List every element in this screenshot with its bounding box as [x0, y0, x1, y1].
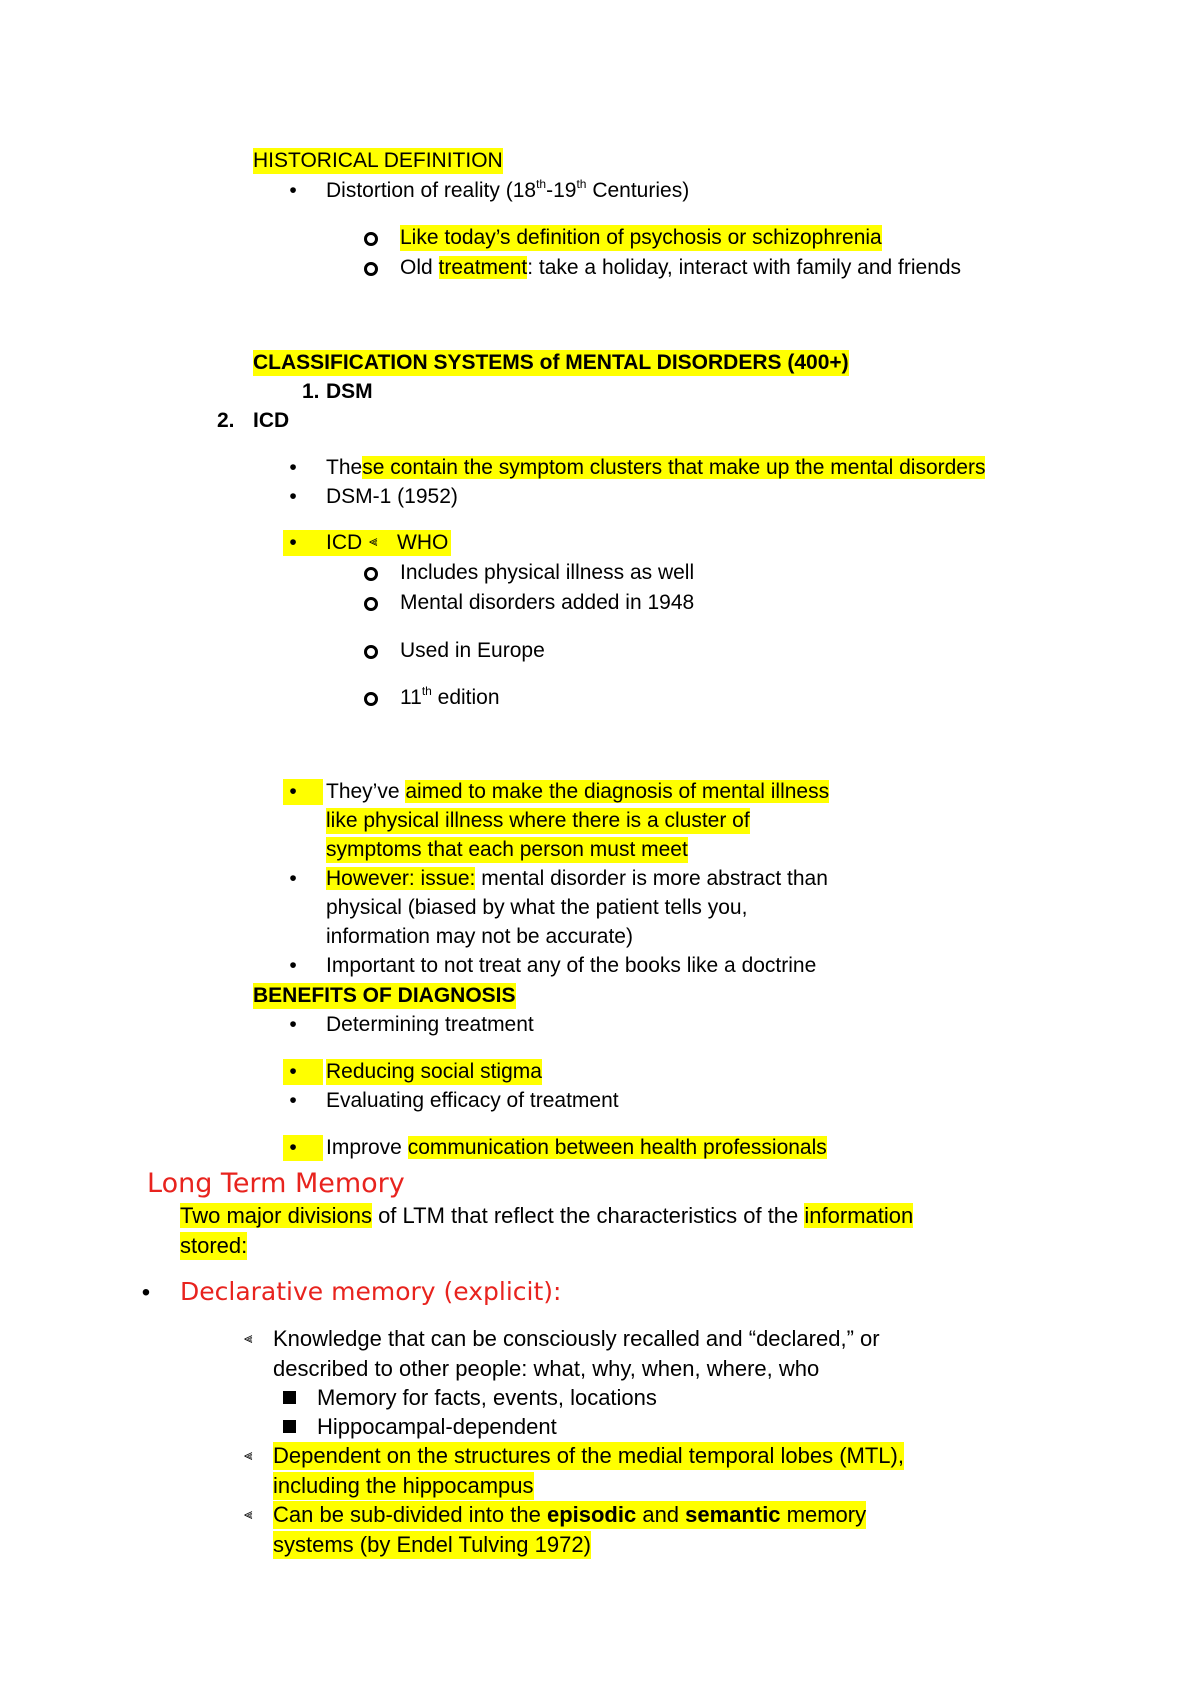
classification-s3: Used in Europe — [400, 639, 545, 662]
text: Distortion of reality (18 — [326, 179, 537, 202]
historical-sub1: Like today’s definition of psychosis or schizophrenia — [400, 226, 882, 249]
text: Centuries) — [586, 179, 690, 202]
arrow-icon: ⫷ — [244, 1330, 253, 1347]
classification-item-dsm: DSM — [326, 380, 373, 403]
ltm-intro — [180, 1202, 913, 1230]
classification-b5 — [326, 866, 828, 892]
declarative-heading: Declarative memory (explicit): — [180, 1277, 562, 1306]
ltm-k3-line2: systems (by Endel Tulving 1972) — [273, 1532, 591, 1557]
superscript: th — [536, 177, 547, 191]
historical-heading: HISTORICAL DEFINITION — [253, 149, 503, 172]
bullet-icon: • — [289, 1060, 297, 1083]
bullet-icon: • — [289, 485, 297, 508]
bullet-icon: • — [289, 1136, 297, 1159]
classification-b4-line3: symptoms that each person must meet — [326, 838, 688, 861]
text: mental disorder is more abstract than — [475, 867, 828, 890]
ltm-title: Long Term Memory — [147, 1168, 405, 1199]
arrow-icon: ⫷ — [244, 1506, 253, 1523]
list-number: 1. — [302, 380, 320, 403]
classification-b5-line2: physical (biased by what the patient tells you, — [326, 896, 748, 919]
ltm-k1-line1: Knowledge that can be consciously recalled and “declared,” or — [273, 1326, 880, 1351]
circle-bullet-icon — [364, 232, 378, 246]
highlighted-text: treatment — [438, 256, 528, 279]
benefits-b4 — [326, 1135, 827, 1161]
classification-s4 — [400, 685, 500, 711]
ltm-k2-line2: including the hippocampus — [273, 1473, 534, 1498]
historical-sub2 — [400, 255, 961, 281]
list-number: 2. — [217, 409, 235, 432]
highlighted-text: However: issue: — [326, 867, 476, 890]
highlighted-text: communication between health professionals — [407, 1136, 827, 1159]
arrow-icon: ⫷ — [244, 1447, 253, 1464]
circle-bullet-icon — [364, 262, 378, 276]
text: of LTM that reflect the characteristics of the — [371, 1203, 805, 1228]
bullet-icon: • — [289, 531, 297, 554]
circle-bullet-icon — [364, 692, 378, 706]
bullet-icon: • — [289, 780, 297, 803]
bold-text: episodic — [546, 1502, 637, 1527]
text: The — [326, 456, 363, 479]
superscript: th — [576, 177, 587, 191]
highlighted-text: Two major divisions — [180, 1203, 372, 1228]
arrow-icon: ⫷ — [369, 533, 378, 550]
text: memory — [780, 1502, 867, 1527]
classification-b3-who: WHO — [397, 531, 449, 554]
text: edition — [431, 686, 500, 709]
bullet-icon: • — [289, 867, 297, 890]
highlighted-text: information — [804, 1203, 914, 1228]
classification-b4-line2: like physical illness where there is a cluster of — [326, 809, 750, 832]
classification-b6: Important to not treat any of the books like a doctrine — [326, 954, 817, 977]
classification-b5-line3: information may not be accurate) — [326, 925, 633, 948]
classification-b2: DSM-1 (1952) — [326, 485, 458, 508]
text: They’ve — [326, 780, 406, 803]
benefits-heading: BENEFITS OF DIAGNOSIS — [253, 984, 516, 1007]
benefits-b3: Evaluating efficacy of treatment — [326, 1089, 619, 1112]
benefits-b2: Reducing social stigma — [326, 1060, 542, 1083]
text: : take a holiday, interact with family and friends — [527, 256, 962, 279]
bullet-icon: • — [289, 1013, 297, 1036]
superscript: th — [421, 684, 432, 698]
classification-b1 — [326, 455, 985, 481]
text: 11 — [400, 686, 422, 709]
ltm-k2-line1: Dependent on the structures of the medial temporal lobes (MTL), — [273, 1443, 904, 1468]
highlighted-text: se contain the symptom clusters that make up the mental disorders — [362, 456, 986, 479]
bullet-icon: • — [289, 179, 297, 202]
classification-b3-icd: ICD — [326, 531, 363, 554]
benefits-b1: Determining treatment — [326, 1013, 534, 1036]
ltm-sq1: Memory for facts, events, locations — [317, 1385, 657, 1410]
text: Improve — [326, 1136, 408, 1159]
bullet-icon: • — [289, 456, 297, 479]
text: and — [636, 1502, 686, 1527]
classification-s2: Mental disorders added in 1948 — [400, 591, 695, 614]
classification-b4 — [326, 779, 829, 805]
square-bullet-icon — [283, 1391, 296, 1404]
circle-bullet-icon — [364, 567, 378, 581]
text: Old — [400, 256, 439, 279]
ltm-intro-line2: stored: — [180, 1233, 248, 1258]
highlighted-text: aimed to make the diagnosis of mental illness — [405, 780, 830, 803]
bullet-icon: • — [141, 1279, 151, 1306]
bullet-icon: • — [289, 954, 297, 977]
bullet-icon: • — [289, 1089, 297, 1112]
text: -19 — [546, 179, 577, 202]
circle-bullet-icon — [364, 597, 378, 611]
classification-s1: Includes physical illness as well — [400, 561, 695, 584]
ltm-k1-line2: described to other people: what, why, when, where, who — [273, 1356, 820, 1381]
classification-heading: CLASSIFICATION SYSTEMS of MENTAL DISORDERS (400+) — [253, 351, 849, 374]
bold-text: semantic — [685, 1502, 781, 1527]
square-bullet-icon — [283, 1420, 296, 1433]
classification-item-icd: ICD — [253, 409, 290, 432]
ltm-k3-line1 — [273, 1501, 866, 1529]
ltm-sq2: Hippocampal-dependent — [317, 1414, 557, 1439]
historical-distortion — [326, 178, 689, 204]
text: Can be sub-divided into the — [273, 1502, 547, 1527]
circle-bullet-icon — [364, 645, 378, 659]
